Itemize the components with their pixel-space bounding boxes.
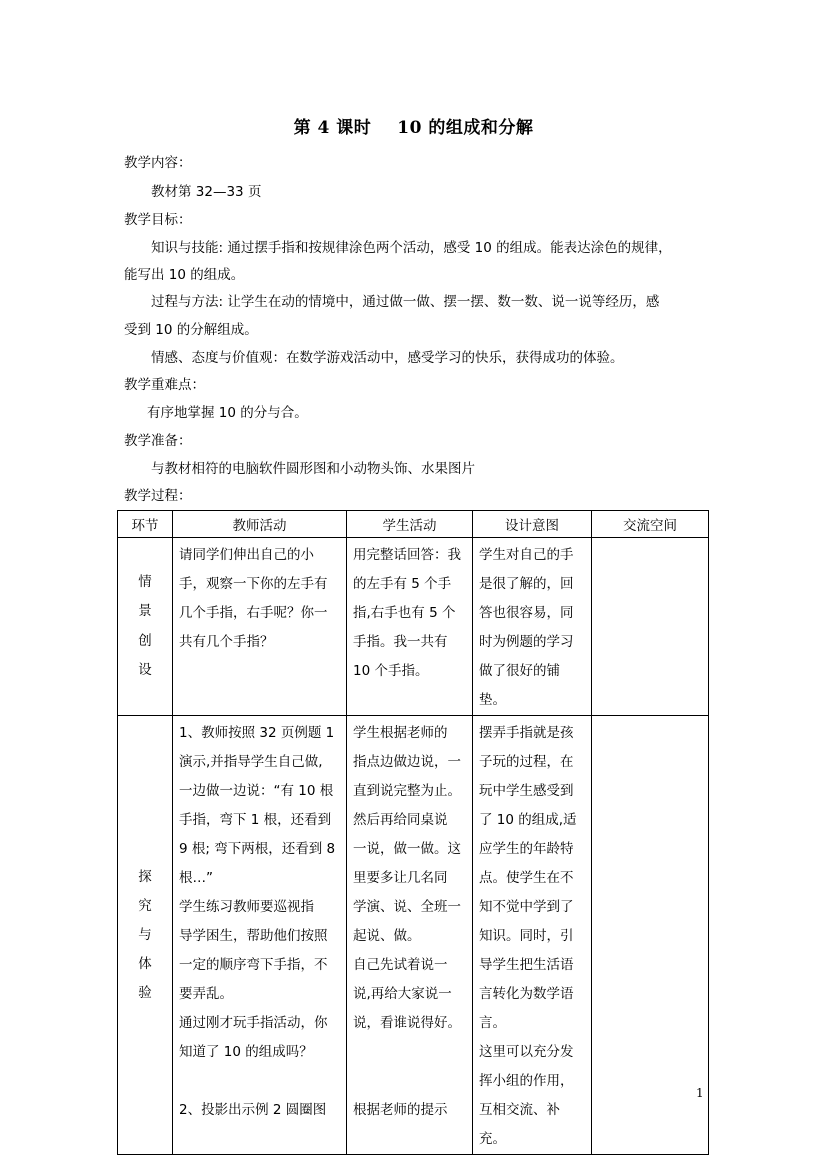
cell-line: 根据老师的提示 (353, 1102, 448, 1118)
cell-line (353, 1067, 467, 1096)
phase-cell: 情 景 创 设 (118, 538, 173, 716)
lesson-number: 第 4 课时 (293, 118, 372, 138)
cell-line: 知识。同时，引 (479, 928, 574, 944)
cell-line: 要弄乱。 (179, 986, 233, 1002)
design-cell (473, 538, 592, 716)
cell-line: 导学困生，帮助他们按照 (179, 928, 328, 944)
header-design: 设计意图 (473, 511, 592, 538)
goal-process-line1: 过程与方法: 让学生在动的情境中，通过做一做、摆一摆、数一数、说一说等经历，感 (151, 294, 660, 310)
page-number: 1 (696, 1086, 704, 1100)
cell-line: 摆弄手指就是孩 (479, 725, 574, 741)
cell-line: 一定的顺序弯下手指，不 (179, 957, 328, 973)
header-student: 学生活动 (347, 511, 473, 538)
cell-line: 玩中学生感受到 (479, 783, 574, 799)
design-cell (473, 716, 592, 1155)
cell-line: 通过刚才玩手指活动，你 (179, 1015, 328, 1031)
goal-process-line2: 受到 10 的分解组成。 (124, 322, 258, 338)
cell-line: 起说、做。 (353, 928, 421, 944)
content-text: 教材第 32—33 页 (151, 184, 262, 200)
goal-knowledge-line2: 能写出 10 的组成。 (124, 267, 245, 283)
lesson-topic: 10 的组成和分解 (397, 118, 534, 138)
content-label: 教学内容： (124, 155, 192, 171)
cell-line: 根…” (179, 870, 213, 886)
cell-line: 这里可以充分发 (479, 1044, 574, 1060)
goal-knowledge-line1: 知识与技能: 通过摆手指和按规律涂色两个活动，感受 10 的组成。能表达涂色的规律， (151, 240, 672, 256)
header-phase: 环节 (118, 511, 173, 538)
cell-line: 共有几个手指？ (179, 634, 274, 650)
cell-line: 9 根; 弯下两根，还看到 8 (179, 841, 336, 857)
cell-line: 学生练习教师要巡视指 (179, 899, 314, 915)
prep-text: 与教材相符的电脑软件圆形图和小动物头饰、水果图片 (151, 461, 475, 477)
key-text: 有序地掌握 10 的分与合。 (147, 405, 308, 421)
cell-line: 是很了解的，回 (479, 576, 574, 592)
key-label: 教学重难点： (124, 377, 205, 393)
cell-line: 学生对自己的手 (479, 547, 574, 563)
cell-line: 互相交流、补充。 (479, 1102, 560, 1147)
cell-line: 说,再给大家说一 (353, 986, 452, 1002)
cell-line: 说，看谁说得好。 (353, 1015, 461, 1031)
goal-emotion: 情感、态度与价值观：在数学游戏活动中，感受学习的快乐，获得成功的体验。 (151, 350, 624, 366)
cell-line: 指点边做边说，一 (353, 754, 461, 770)
cell-line: 指,右手也有 5 个 (353, 605, 456, 621)
cell-line: 时为例题的学习 (479, 634, 574, 650)
cell-line: 1、教师按照 32 页例题 1 (179, 725, 335, 741)
teacher-cell (173, 716, 347, 1155)
cell-line: 点。使学生在不 (479, 870, 574, 886)
student-cell (347, 716, 473, 1155)
page-title (0, 113, 827, 138)
header-exchange: 交流空间 (592, 511, 709, 538)
table-row (118, 538, 709, 716)
cell-line: 一说，做一做。这 (353, 841, 461, 857)
header-teacher: 教师活动 (173, 511, 347, 538)
cell-line: 导学生把生活语 (479, 957, 574, 973)
cell-line: 直到说完整为止。 (353, 783, 461, 799)
cell-line: 言。 (479, 1015, 506, 1031)
cell-line: 请同学们伸出自己的小 (179, 547, 314, 563)
prep-label: 教学准备： (124, 433, 192, 449)
cell-line: 2、投影出示例 2 圆圈图 (179, 1102, 327, 1118)
process-label: 教学过程： (124, 488, 192, 504)
cell-line: 做了很好的铺垫。 (479, 663, 560, 708)
lesson-process-table (117, 510, 709, 1155)
cell-line: 的左手有 5 个手 (353, 576, 452, 592)
teacher-cell (173, 538, 347, 716)
cell-line: 自己先试着说一 (353, 957, 448, 973)
exchange-cell (592, 716, 709, 1155)
cell-line: 知不觉中学到了 (479, 899, 574, 915)
cell-line: 演示,并指导学生自己做, (179, 754, 323, 770)
cell-line: 手指。我一共有 (353, 634, 448, 650)
cell-line: 挥小组的作用， (479, 1073, 574, 1089)
student-cell (347, 538, 473, 716)
cell-line: 然后再给同桌说 (353, 812, 448, 828)
cell-line: 手指，弯下 1 根，还看到 (179, 812, 332, 828)
cell-line: 用完整话回答：我 (353, 547, 461, 563)
cell-line: 知道了 10 的组成吗？ (179, 1044, 313, 1060)
cell-line: 应学生的年龄特 (479, 841, 574, 857)
cell-line: 手，观察一下你的左手有 (179, 576, 328, 592)
cell-line: 几个手指，右手呢？你一 (179, 605, 328, 621)
cell-line: 言转化为数学语 (479, 986, 574, 1002)
cell-line: 了 10 的组成,适 (479, 812, 577, 828)
cell-line: 学生根据老师的 (353, 725, 448, 741)
phase-cell: 探 究 与 体 验 (118, 716, 173, 1155)
goal-label: 教学目标： (124, 212, 192, 228)
table-row (118, 716, 709, 1155)
cell-line: 学演、说、全班一 (353, 899, 461, 915)
cell-line (179, 1067, 341, 1096)
table-header-row (118, 511, 709, 538)
cell-line: 10 个手指。 (353, 663, 429, 679)
cell-line: 答也很容易，同 (479, 605, 574, 621)
cell-line: 一边做一边说：“有 10 根 (179, 783, 334, 799)
exchange-cell (592, 538, 709, 716)
cell-line: 里要多让几名同 (353, 870, 448, 886)
cell-line (353, 1038, 467, 1067)
cell-line: 子玩的过程，在 (479, 754, 574, 770)
